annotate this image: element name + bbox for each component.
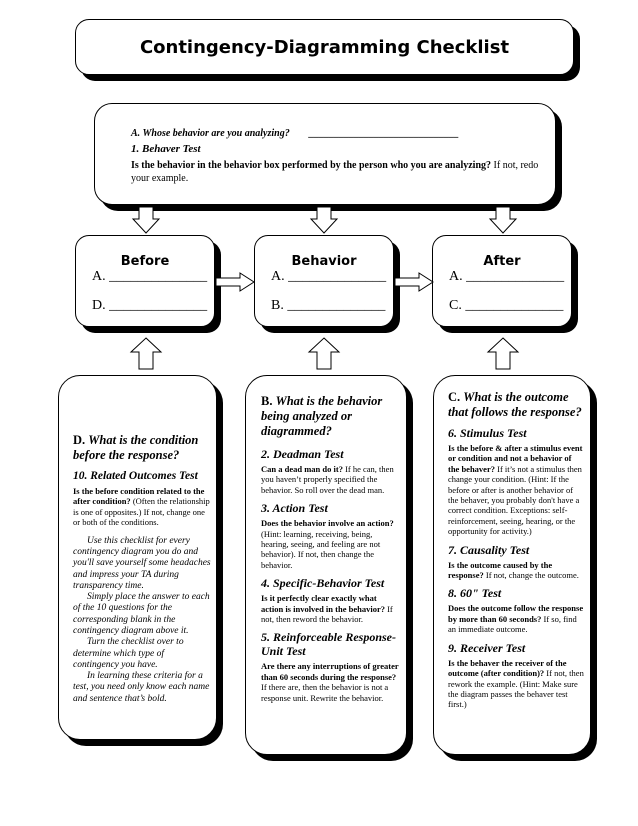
page-title: Contingency-Diagramming Checklist: [139, 37, 510, 58]
related-outcomes-text: Is the before condition related to the after condition? (Often the relationship is one of opposites.) If not, change one or both of the conditions.: [73, 486, 210, 528]
behaver-test-heading: 1. Behaver Test: [131, 143, 201, 155]
question-b: B. What is the behavior being analyzed or diagrammed?: [261, 394, 383, 438]
causality-test-text: Is the outcome caused by the response? If not, change the outcome.: [448, 559, 579, 581]
down-arrow-before: [132, 207, 160, 235]
right-arrow-behavior-after: [395, 272, 435, 294]
related-outcomes-heading: 10. Related Outcomes Test: [73, 470, 198, 482]
sixty-second-test-heading: 8. 60" Test: [448, 586, 502, 601]
causality-test-heading: 7. Causality Test: [448, 542, 530, 557]
specific-behavior-test-text: Is it perfectly clear exactly what action is involved in the behavior? If not, then reword the behavior.: [261, 593, 393, 625]
question-d: D. What is the condition before the response?: [73, 433, 199, 462]
behavior-line-a: A. ______________: [271, 269, 387, 284]
title-box: [75, 19, 574, 75]
behavior-line-b: B. ______________: [271, 298, 386, 313]
up-arrow-after: [487, 337, 519, 371]
question-c: C. What is the outcome that follows the response?: [448, 390, 582, 419]
action-test-heading: 3. Action Test: [261, 501, 328, 516]
after-line-c: C. ______________: [449, 298, 564, 313]
deadman-test-heading: 2. Deadman Test: [261, 447, 344, 461]
intro-paragraph-2: Simply place the answer to each of the 10 questions for the corresponding blank in the contingency diagram above it.: [73, 592, 210, 636]
stimulus-test-heading: 6. Stimulus Test: [448, 426, 527, 440]
down-arrow-after: [489, 207, 517, 235]
action-test-text: Does the behavior involve an action? (Hint: learning, receiving, being, hearing, seeing, and feeling are not behavior). If not, then change the behavior.: [261, 518, 394, 570]
behaver-test-text: Is the behavior in the behavior box performed by the person who you are analyzing? If not, redo your example.: [131, 160, 539, 184]
sixty-second-test-text: Does the outcome follow the response by more than 60 seconds? If so, find an immediate outcome.: [448, 603, 584, 635]
behavior-title: Behavior: [291, 254, 357, 269]
up-arrow-behavior: [308, 337, 340, 371]
receiver-test-text: Is the behaver the receiver of the outcome (after condition)? If not, then rework the example. (Hint: Make sure the diagram passes the behaver test first.): [448, 657, 584, 710]
intro-paragraph-3: Turn the checklist over to determine which type of contingency you have.: [73, 637, 184, 670]
behavior-analysis-box: [245, 375, 407, 755]
specific-behavior-test-heading: 4. Specific-Behavior Test: [261, 576, 385, 591]
after-box: [432, 235, 572, 327]
response-unit-test-text: Are there any interruptions of greater than 60 seconds during the response? If there are, then the behavior is not a response unit. Rewrite the behavior.: [261, 661, 399, 703]
intro-paragraph-1: Use this checklist for every contingency diagram you do and you'll save yourself some headaches and impress your TA during transparency time.: [73, 535, 211, 591]
before-box: [75, 235, 215, 327]
up-arrow-before: [130, 337, 162, 371]
after-line-a: A. ______________: [449, 269, 565, 284]
receiver-test-heading: 9. Receiver Test: [448, 640, 526, 655]
intro-paragraph-4: In learning these criteria for a test, you need only know each name and sentence that’s bold.: [73, 671, 210, 704]
after-title: After: [483, 254, 521, 269]
stimulus-test-text: Is the before & after a stimulus event or condition and not a behavior of the behaver? If it’s not a stimulus then change your condition. (Hint: If the before or after is another behavior of the behaver, you probably don't have a correct condition. Exceptions: self-reinforcement, seeing, hearing, or the opportunity for activity.): [448, 443, 583, 537]
response-unit-test-heading: 5. Reinforceable Response-Unit Test: [261, 630, 396, 659]
before-condition-box: [58, 375, 217, 740]
answer-blank: ______________________________: [308, 128, 459, 139]
before-line-a: A. ______________: [92, 269, 208, 284]
deadman-test-text: Can a dead man do it? If he can, then you haven’t properly specified the behavior. So roll over the dead man.: [261, 464, 394, 495]
question-a: A. Whose behavior are you analyzing? ______________________________: [131, 128, 459, 139]
down-arrow-behavior: [310, 207, 338, 235]
behaver-test-box: [94, 103, 556, 205]
behavior-box: [254, 235, 394, 327]
right-arrow-before-behavior: [216, 272, 256, 294]
outcome-box: [433, 375, 591, 755]
before-line-d: D. ______________: [92, 298, 208, 313]
before-title: Before: [120, 254, 170, 269]
